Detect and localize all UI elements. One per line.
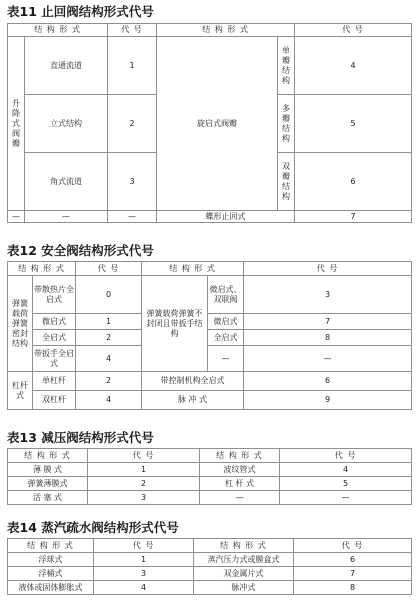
table-cell: 角式流道	[25, 153, 108, 211]
table-cell: —	[108, 211, 157, 223]
table-cell: 9	[244, 391, 412, 410]
table-cell: 4	[295, 37, 412, 95]
table-row	[8, 330, 412, 346]
table-cell: —	[208, 346, 244, 372]
header-cell: 代 号	[76, 262, 142, 276]
table-cell: —	[244, 346, 412, 372]
table-cell: 1	[94, 553, 194, 567]
table-12-title: 表12 安全阀结构形式代号	[7, 243, 154, 258]
table-cell: 1	[108, 37, 157, 95]
table-cell: 单杠杆	[33, 372, 76, 391]
group-cell: 弹簧载荷弹簧密封结构	[8, 276, 33, 372]
table-14-title: 表14 蒸汽疏水阀结构形式代号	[7, 520, 179, 535]
group-cell: 弹簧载荷弹簧不封闭且带扳手结构	[142, 276, 208, 372]
table-cell: 波纹管式	[200, 463, 280, 477]
table-11-title: 表11 止回阀结构形式代号	[7, 4, 154, 19]
table-cell: 3	[94, 567, 194, 581]
table-cell: 双杠杆	[33, 391, 76, 410]
table-cell: 弹簧薄膜式	[8, 477, 88, 491]
table-cell: 双瓣结构	[278, 153, 295, 211]
table-cell: 2	[108, 95, 157, 153]
table-cell: 带扳手全启式	[33, 346, 76, 372]
table-cell: 7	[244, 314, 412, 330]
table-row	[8, 372, 412, 391]
header-cell: 结 构 形 式	[157, 24, 295, 37]
table-14	[7, 538, 412, 595]
group-cell: 杠杆式	[8, 372, 33, 410]
table-cell: 单瓣结构	[278, 37, 295, 95]
table-row	[8, 477, 412, 491]
table-cell: 多瓣结构	[278, 95, 295, 153]
table-cell: 2	[76, 372, 142, 391]
table-cell: 双金属片式	[194, 567, 294, 581]
table-cell: 脉冲式	[194, 581, 294, 595]
table-cell: 4	[280, 463, 412, 477]
table-cell: 5	[280, 477, 412, 491]
table-11-section	[7, 4, 411, 223]
table-cell: 浮球式	[8, 553, 94, 567]
table-row	[8, 346, 412, 372]
header-cell: 结 构 形 式	[200, 449, 280, 463]
header-cell: 代 号	[108, 24, 157, 37]
table-cell: 带散热片全启式	[33, 276, 76, 314]
table-cell: 全启式	[33, 330, 76, 346]
header-cell: 代 号	[94, 539, 194, 553]
table-cell: 薄 膜 式	[8, 463, 88, 477]
table-cell: 3	[244, 276, 412, 314]
table-cell: 6	[294, 553, 412, 567]
table-row	[8, 553, 412, 567]
table-cell: —	[8, 211, 25, 223]
header-cell: 结 构 形 式	[8, 24, 108, 37]
table-row	[8, 24, 412, 37]
header-cell: 结 构 形 式	[194, 539, 294, 553]
table-cell: 1	[88, 463, 200, 477]
table-row	[8, 491, 412, 505]
table-11	[7, 23, 412, 223]
table-cell: 微启式	[33, 314, 76, 330]
table-cell: 7	[295, 211, 412, 223]
table-cell: 2	[76, 330, 142, 346]
table-cell: —	[25, 211, 108, 223]
table-cell: 0	[76, 276, 142, 314]
table-cell: 6	[244, 372, 412, 391]
table-row	[8, 262, 412, 276]
header-cell: 结 构 形 式	[142, 262, 244, 276]
table-row	[8, 276, 412, 314]
table-cell: 5	[295, 95, 412, 153]
table-row	[8, 567, 412, 581]
table-12	[7, 261, 412, 410]
table-cell: 1	[76, 314, 142, 330]
table-cell: 脉 冲 式	[142, 391, 244, 410]
header-cell: 结 构 形 式	[8, 449, 88, 463]
table-cell: 活 塞 式	[8, 491, 88, 505]
table-14-section	[7, 520, 411, 595]
table-cell: 蝶形止回式	[157, 211, 295, 223]
table-row	[8, 314, 412, 330]
table-row	[8, 539, 412, 553]
group-cell: 旋启式阀瓣	[157, 37, 278, 211]
table-cell: 微启式、双联阀	[208, 276, 244, 314]
header-cell: 代 号	[280, 449, 412, 463]
table-cell: 杠 杆 式	[200, 477, 280, 491]
table-cell: 8	[244, 330, 412, 346]
table-13-section	[7, 430, 411, 505]
header-cell: 代 号	[88, 449, 200, 463]
table-cell: 4	[76, 391, 142, 410]
header-cell: 代 号	[295, 24, 412, 37]
table-cell: 3	[88, 491, 200, 505]
table-cell: 直通流道	[25, 37, 108, 95]
table-12-section	[7, 243, 411, 410]
header-cell: 结 构 形 式	[8, 262, 76, 276]
group-cell: 升降式阀瓣	[8, 37, 25, 211]
table-cell: 微启式	[208, 314, 244, 330]
table-13	[7, 448, 412, 505]
table-cell: 液体或固体膨胀式	[8, 581, 94, 595]
table-row	[8, 449, 412, 463]
table-cell: 4	[76, 346, 142, 372]
header-cell: 结 构 形 式	[8, 539, 94, 553]
table-cell: 立式结构	[25, 95, 108, 153]
table-13-title: 表13 减压阀结构形式代号	[7, 430, 154, 445]
header-cell: 代 号	[294, 539, 412, 553]
table-cell: 3	[108, 153, 157, 211]
table-row	[8, 463, 412, 477]
table-row	[8, 581, 412, 595]
table-cell: —	[280, 491, 412, 505]
table-cell: 2	[88, 477, 200, 491]
table-cell: 4	[94, 581, 194, 595]
table-cell: 6	[295, 153, 412, 211]
table-cell: 全启式	[208, 330, 244, 346]
table-cell: —	[200, 491, 280, 505]
header-cell: 代 号	[244, 262, 412, 276]
table-cell: 带控制机构全启式	[142, 372, 244, 391]
table-row	[8, 211, 412, 223]
table-cell: 8	[294, 581, 412, 595]
table-cell: 浮桶式	[8, 567, 94, 581]
table-row	[8, 391, 412, 410]
table-cell: 7	[294, 567, 412, 581]
table-cell: 蒸汽压力式或膜盒式	[194, 553, 294, 567]
table-row	[8, 37, 412, 95]
